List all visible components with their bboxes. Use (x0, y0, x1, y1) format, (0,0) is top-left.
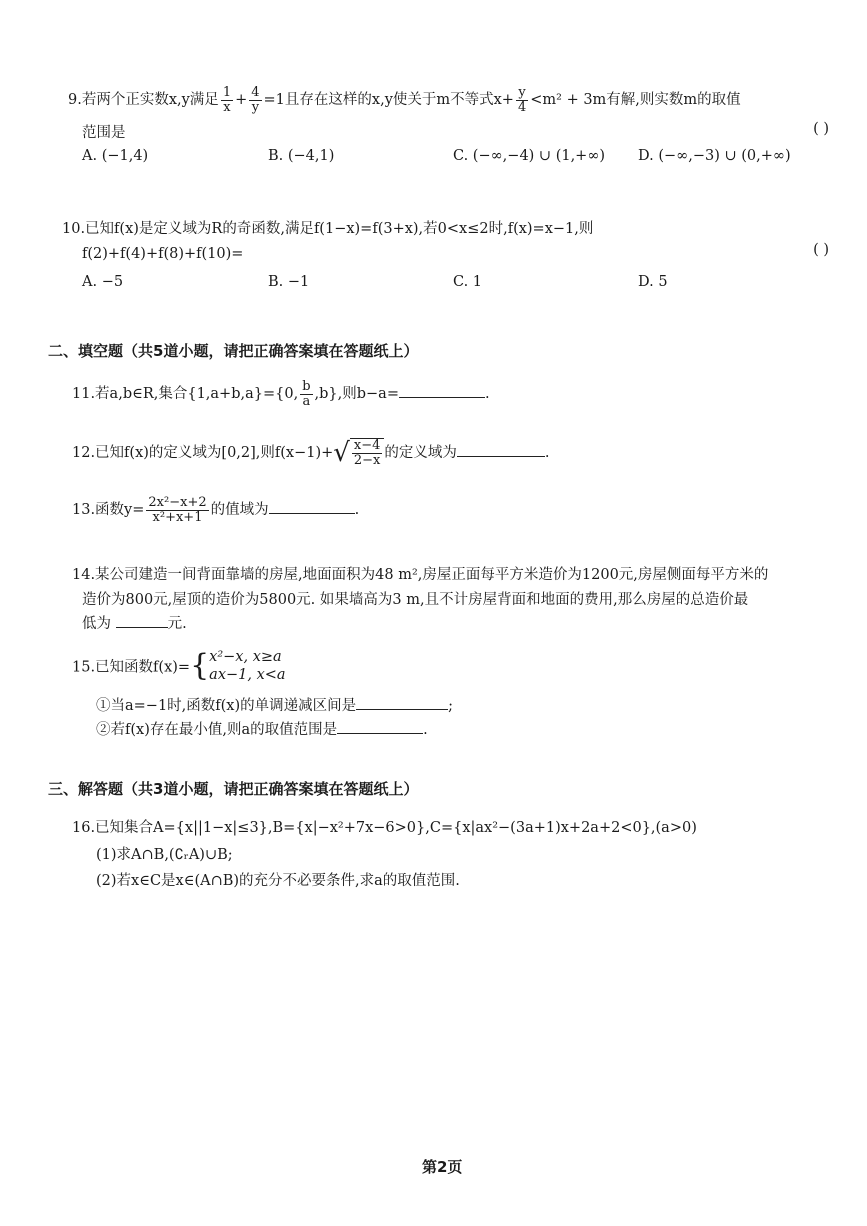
q10-option-a: A. −5 (82, 274, 124, 290)
q9-option-a: A. (−1,4) (82, 148, 149, 164)
left-brace-icon: { (190, 648, 210, 684)
q12-sqrt: √ $\frac{x-4}{2-x}$ (333, 438, 384, 468)
q9-fraction-1-over-x: $\frac{1}{x}$ (222, 85, 232, 115)
q9-option-c: C. (−∞,−4) ∪ (1,+∞) (453, 148, 606, 164)
q14-line2: 造价为800元,屋顶的造价为5800元. 如果墙高为3 m,且不计房屋背面和地面的费用,那么房屋的总造价最 (82, 592, 749, 608)
q16-sub2: (2)若x∈C是x∈(A∩B)的充分不必要条件,求a的取值范围. (96, 873, 460, 889)
q9-line2: 范围是 (82, 125, 126, 141)
q9-text-j: <m² + 3m有解,则实数m的取值 (530, 92, 741, 109)
q10-line1: 10.已知f(x)是定义域为R的奇函数,满足f(1−x)=f(3+x),若0<x≤2时,f(x)=x−1,则 (62, 221, 594, 237)
q9-fraction-4-over-y: $\frac{4}{y}$ (251, 85, 260, 115)
q11-line: 11.若a,b∈R,集合{1,a+b,a}={0, $\frac{b}{a}$ ,b},则b−a= . (72, 379, 490, 409)
section-2-heading: 二、填空题（共5道小题，请把正确答案填在答题纸上） (48, 342, 419, 360)
q10-answer-paren: ( ) (813, 242, 829, 258)
q10-option-c: C. 1 (453, 274, 483, 290)
q14-line3: 低为 元. (82, 612, 187, 633)
q13-answer-blank[interactable] (269, 499, 355, 514)
sqrt-radical-icon: √ (333, 438, 350, 468)
q9-line1: 9.若两个正实数x,y满足 $\frac{1}{x}$ + $\frac{4}{y}$ =1且存在这样的x,y使关于m不等式x+ $\frac{y}{4}$ <m² + 3m有解,则实数m的取值 (68, 85, 741, 115)
q14-line1: 14.某公司建造一间背面靠墙的房屋,地面面积为48 m²,房屋正面每平方米造价为1200元,房屋侧面每平方米的 (72, 567, 769, 583)
section-3-heading: 三、解答题（共3道小题，请把正确答案填在答题纸上） (48, 780, 419, 798)
q15-sub2: ②若f(x)存在最小值,则a的取值范围是 . (96, 718, 428, 739)
q13-fraction: $\frac{\text{2x²−x+2}}{\text{x²+x+1}}$ (148, 495, 207, 525)
q15-piecewise-cases: x²−x, x≥a ax−1, x<a (209, 649, 286, 684)
q9-text-g: =1且存在这样的x,y使关于m不等式x+ (263, 92, 514, 109)
q16-sub1: (1)求A∩B,(∁ᵣA)∪B; (96, 847, 233, 863)
q9-option-b: B. (−4,1) (268, 148, 335, 164)
q15-sub2-answer-blank[interactable] (337, 719, 423, 734)
q11-answer-blank[interactable] (399, 383, 485, 398)
q16-line1: 16.已知集合A={x||1−x|≤3},B={x|−x²+7x−6>0},C={x|ax²−(3a+1)x+2a+2<0},(a>0) (72, 820, 697, 836)
q14-answer-blank[interactable] (116, 613, 168, 628)
page-number: 第2页 (422, 1158, 463, 1176)
q9-answer-paren: ( ) (813, 121, 829, 137)
q9-fraction-y-over-4: $\frac{y}{4}$ (517, 85, 527, 115)
q15-sub1-answer-blank[interactable] (356, 695, 448, 710)
q12-answer-blank[interactable] (457, 442, 545, 457)
q12-line: 12.已知f(x)的定义域为[0,2],则f(x−1)+√ $\frac{x-4}{2-x}$ 的定义域为 . (72, 438, 550, 468)
q9-text-a: 9.若两个正实数x,y满足 (68, 92, 219, 109)
q15-line: 15.已知函数f(x)={ x²−x, x≥a ax−1, x<a (72, 648, 286, 684)
q9-option-d: D. (−∞,−3) ∪ (0,+∞) (638, 148, 791, 164)
q10-option-b: B. −1 (268, 274, 310, 290)
q11-fraction-b-over-a: $\frac{b}{a}$ (302, 379, 311, 409)
q15-sub1: ①当a=−1时,函数f(x)的单调递减区间是 ; (96, 694, 453, 715)
q10-option-d: D. 5 (638, 274, 668, 290)
q10-line2: f(2)+f(4)+f(8)+f(10)= (82, 246, 244, 262)
q13-line: 13.函数y= $\frac{\text{2x²−x+2}}{\text{x²+x+1}}$ 的值域为 . (72, 495, 360, 525)
